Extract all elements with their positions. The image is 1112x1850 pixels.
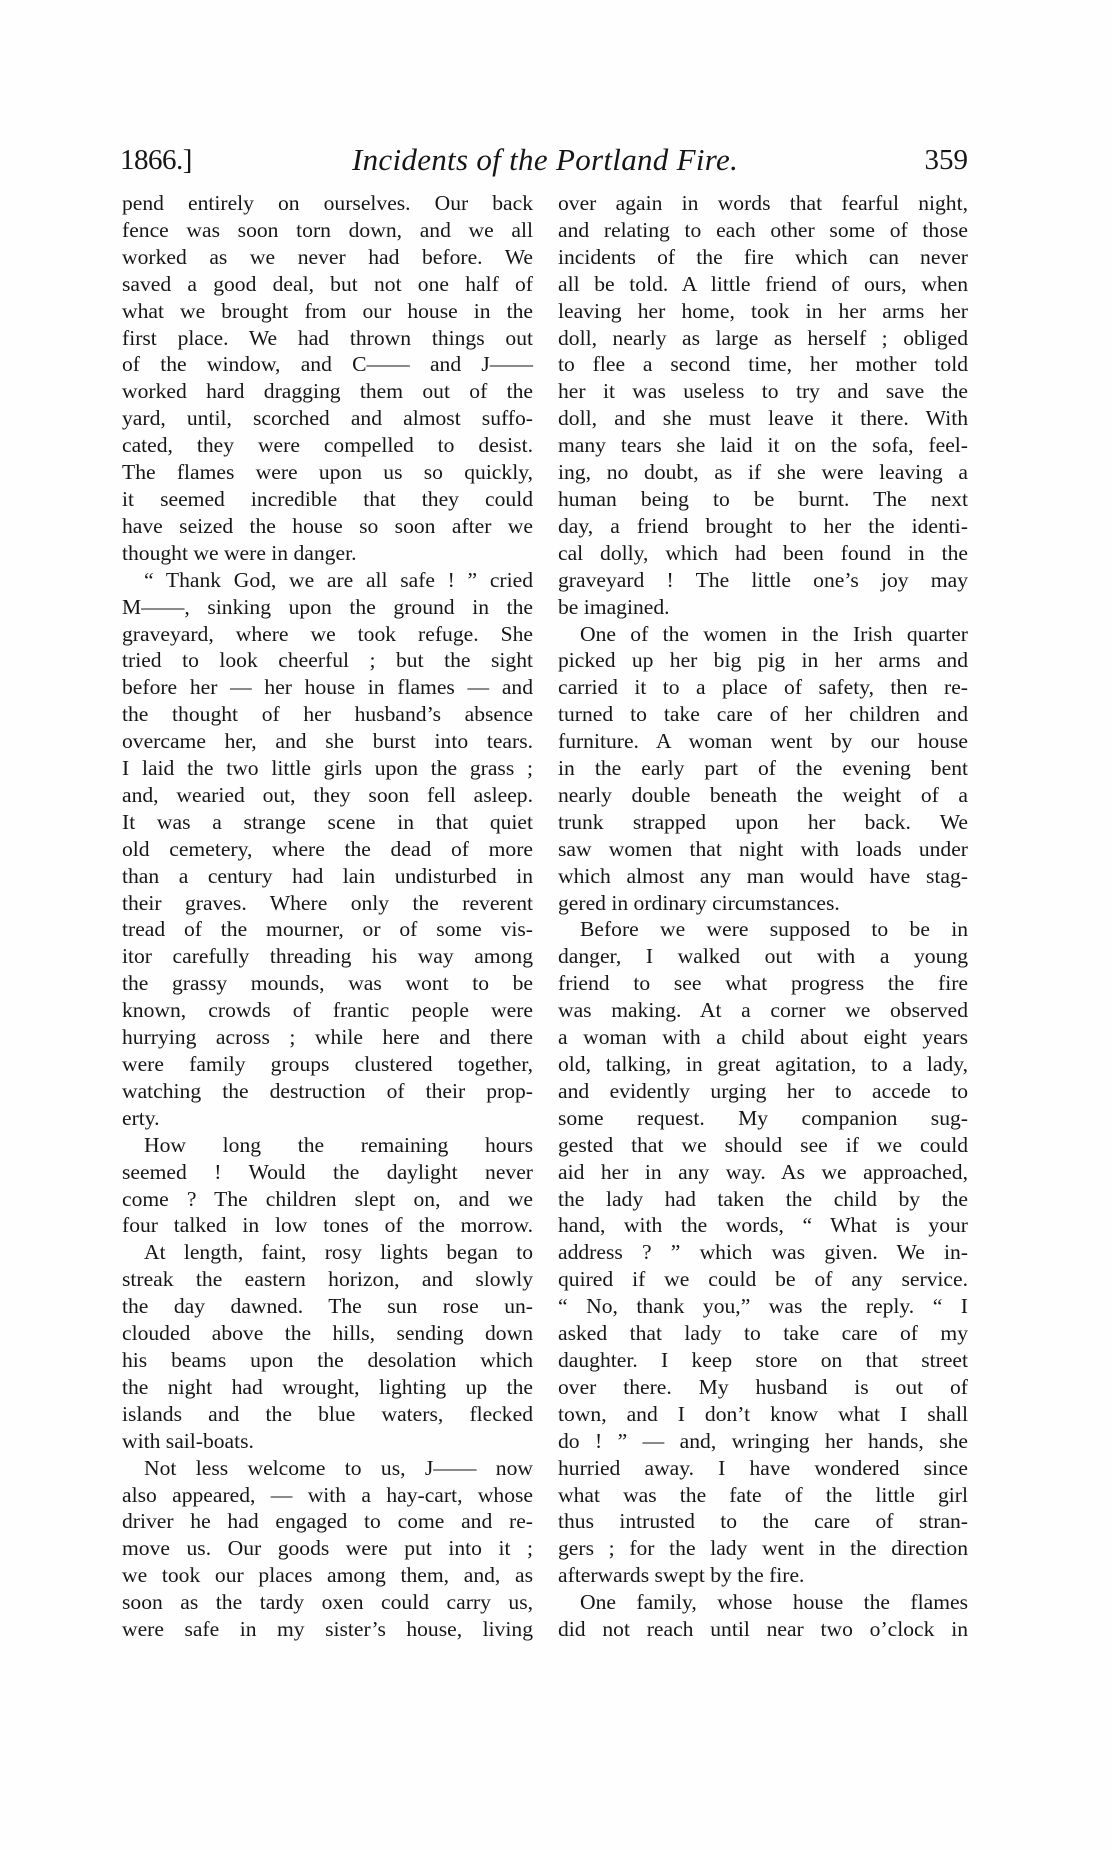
text-line: and, wearied out, they soon fell asleep. — [122, 782, 533, 807]
text-line: furniture. A woman went by our house — [558, 729, 968, 754]
text-line: hand, with the words, “ What is your — [558, 1213, 968, 1238]
text-line: the lady had taken the child by the — [558, 1186, 968, 1211]
text-line: the night had wrought, lighting up the — [122, 1374, 533, 1399]
text-line: cated, they were compelled to desist. — [122, 433, 533, 458]
text-line: asked that lady to take care of my — [558, 1321, 968, 1346]
text-line: incidents of the fire which can never — [558, 244, 968, 269]
text-line: itor carefully threading his way among — [122, 944, 533, 969]
text-line: soon as the tardy oxen could carry us, — [122, 1590, 533, 1615]
text-line: “ Thank God, we are all safe ! ” cried — [144, 567, 533, 592]
running-head-year: 1866.] — [120, 144, 192, 176]
text-line: his beams upon the desolation which — [122, 1347, 533, 1372]
text-line: have seized the house so soon after we — [122, 513, 533, 538]
text-line: what we brought from our house in the — [122, 298, 533, 323]
text-line: clouded above the hills, sending down — [122, 1321, 533, 1346]
text-line: trunk strapped upon her back. We — [558, 809, 968, 834]
text-line: seemed ! Would the daylight never — [122, 1159, 533, 1184]
text-line: I laid the two little girls upon the grass ; — [122, 756, 533, 781]
text-line: danger, I walked out with a young — [558, 944, 968, 969]
text-line: saved a good deal, but not one half of — [122, 271, 533, 296]
text-line: day, a friend brought to her the identi- — [558, 513, 968, 538]
text-line: and relating to each other some of those — [558, 217, 968, 242]
text-line: do ! ” — and, wringing her hands, she — [558, 1428, 968, 1453]
text-line: gested that we should see if we could — [558, 1132, 968, 1157]
text-line: be imagined. — [558, 594, 670, 619]
page-number: 359 — [924, 144, 968, 176]
text-line: At length, faint, rosy lights began to — [144, 1240, 533, 1265]
text-line: hurried away. I have wondered since — [558, 1455, 968, 1480]
text-line: Not less welcome to us, J—— now — [144, 1455, 533, 1480]
text-line: over there. My husband is out of — [558, 1374, 968, 1399]
text-line: the grassy mounds, was wont to be — [122, 971, 533, 996]
text-line: their graves. Where only the reverent — [122, 890, 533, 915]
text-line: aid her in any way. As we approached, — [558, 1159, 968, 1184]
text-line: known, crowds of frantic people were — [122, 998, 533, 1023]
text-line: a woman with a child about eight years — [558, 1025, 968, 1050]
text-line: did not reach until near two o’clock in — [558, 1617, 968, 1642]
text-line: worked as we never had before. We — [122, 244, 533, 269]
text-line: turned to take care of her children and — [558, 702, 968, 727]
text-line: it seemed incredible that they could — [122, 486, 533, 511]
text-column-right — [558, 190, 968, 1643]
text-line: cal dolly, which had been found in the — [558, 540, 968, 565]
text-line: in the early part of the evening bent — [558, 756, 968, 781]
text-line: daughter. I keep store on that street — [558, 1347, 968, 1372]
text-line: friend to see what progress the fire — [558, 971, 968, 996]
text-line: than a century had lain undisturbed in — [122, 863, 533, 888]
text-line: old cemetery, where the dead of more — [122, 836, 533, 861]
text-line: nearly double beneath the weight of a — [558, 782, 968, 807]
text-line: leaving her home, took in her arms her — [558, 298, 968, 323]
text-line: first place. We had thrown things out — [122, 325, 533, 350]
text-line: address ? ” which was given. We in- — [558, 1240, 968, 1265]
text-line: many tears she laid it on the sofa, feel- — [558, 433, 968, 458]
text-line: was making. At a corner we observed — [558, 998, 968, 1023]
text-line: ing, no doubt, as if she were leaving a — [558, 460, 968, 485]
text-column-left — [122, 190, 533, 1643]
text-line: worked hard dragging them out of the — [122, 379, 533, 404]
text-line: graveyard, where we took refuge. She — [122, 621, 533, 646]
text-line: One family, whose house the flames — [580, 1590, 968, 1615]
text-line: the thought of her husband’s absence — [122, 702, 533, 727]
text-line: driver he had engaged to come and re- — [122, 1509, 533, 1534]
text-line: picked up her big pig in her arms and — [558, 648, 968, 673]
text-line: town, and I don’t know what I shall — [558, 1401, 968, 1426]
text-line: what was the fate of the little girl — [558, 1482, 968, 1507]
text-line: thought we were in danger. — [122, 540, 357, 565]
text-line: tried to look cheerful ; but the sight — [122, 648, 533, 673]
text-line: gered in ordinary circumstances. — [558, 890, 840, 915]
text-line: doll, and she must leave it there. With — [558, 406, 968, 431]
text-line: four talked in low tones of the morrow. — [122, 1213, 533, 1238]
text-line: Before we were supposed to be in — [580, 917, 968, 942]
text-line: carried it to a place of safety, then re- — [558, 675, 968, 700]
text-line: watching the destruction of their prop- — [122, 1078, 533, 1103]
text-line: come ? The children slept on, and we — [122, 1186, 533, 1211]
text-line: old, talking, in great agitation, to a lady, — [558, 1052, 968, 1076]
text-line: streak the eastern horizon, and slowly — [122, 1267, 533, 1292]
text-line: with sail-boats. — [122, 1428, 254, 1453]
text-line: were family groups clustered together, — [122, 1052, 533, 1076]
text-line: erty. — [122, 1105, 160, 1130]
text-line: The flames were upon us so quickly, — [122, 460, 533, 485]
text-line: doll, nearly as large as herself ; obliged — [558, 325, 968, 350]
text-line: before her — her house in flames — and — [122, 675, 533, 700]
text-line: which almost any man would have stag- — [558, 863, 968, 888]
text-line: we took our places among them, and, as — [122, 1563, 533, 1588]
text-line: also appeared, — with a hay-cart, whose — [122, 1482, 533, 1507]
text-line: some request. My companion sug- — [558, 1105, 968, 1130]
text-line: were safe in my sister’s house, living — [122, 1617, 533, 1642]
text-line: and evidently urging her to accede to — [558, 1078, 968, 1103]
text-line: overcame her, and she burst into tears. — [122, 729, 533, 754]
text-line: all be told. A little friend of ours, when — [558, 271, 968, 296]
text-line: tread of the mourner, or of some vis- — [122, 917, 533, 942]
text-line: quired if we could be of any service. — [558, 1267, 968, 1292]
text-line: thus intrusted to the care of stran- — [558, 1509, 968, 1534]
text-line: graveyard ! The little one’s joy may — [558, 567, 968, 592]
text-line: How long the remaining hours — [144, 1132, 533, 1157]
text-line: of the window, and C—— and J—— — [122, 352, 533, 377]
text-line: It was a strange scene in that quiet — [122, 809, 533, 834]
text-line: M——, sinking upon the ground in the — [122, 594, 533, 619]
text-line: pend entirely on ourselves. Our back — [122, 191, 533, 215]
text-line: yard, until, scorched and almost suffo- — [122, 406, 533, 431]
text-line: the day dawned. The sun rose un- — [122, 1294, 533, 1319]
text-line: hurrying across ; while here and there — [122, 1025, 533, 1050]
text-line: “ No, thank you,” was the reply. “ I — [558, 1294, 968, 1319]
text-line: gers ; for the lady went in the direction — [558, 1536, 968, 1561]
running-head-title: Incidents of the Portland Fire. — [352, 142, 739, 177]
running-head — [120, 140, 968, 180]
text-line: human being to be burnt. The next — [558, 486, 968, 511]
text-line: afterwards swept by the fire. — [558, 1563, 805, 1588]
text-line: saw women that night with loads under — [558, 836, 968, 861]
text-line: over again in words that fearful night, — [558, 191, 968, 215]
text-line: move us. Our goods were put into it ; — [122, 1536, 533, 1561]
text-line: fence was soon torn down, and we all — [122, 217, 533, 242]
text-line: to flee a second time, her mother told — [558, 352, 968, 377]
text-line: One of the women in the Irish quarter — [580, 621, 968, 646]
text-line: her it was useless to try and save the — [558, 379, 968, 404]
text-line: islands and the blue waters, flecked — [122, 1401, 533, 1426]
